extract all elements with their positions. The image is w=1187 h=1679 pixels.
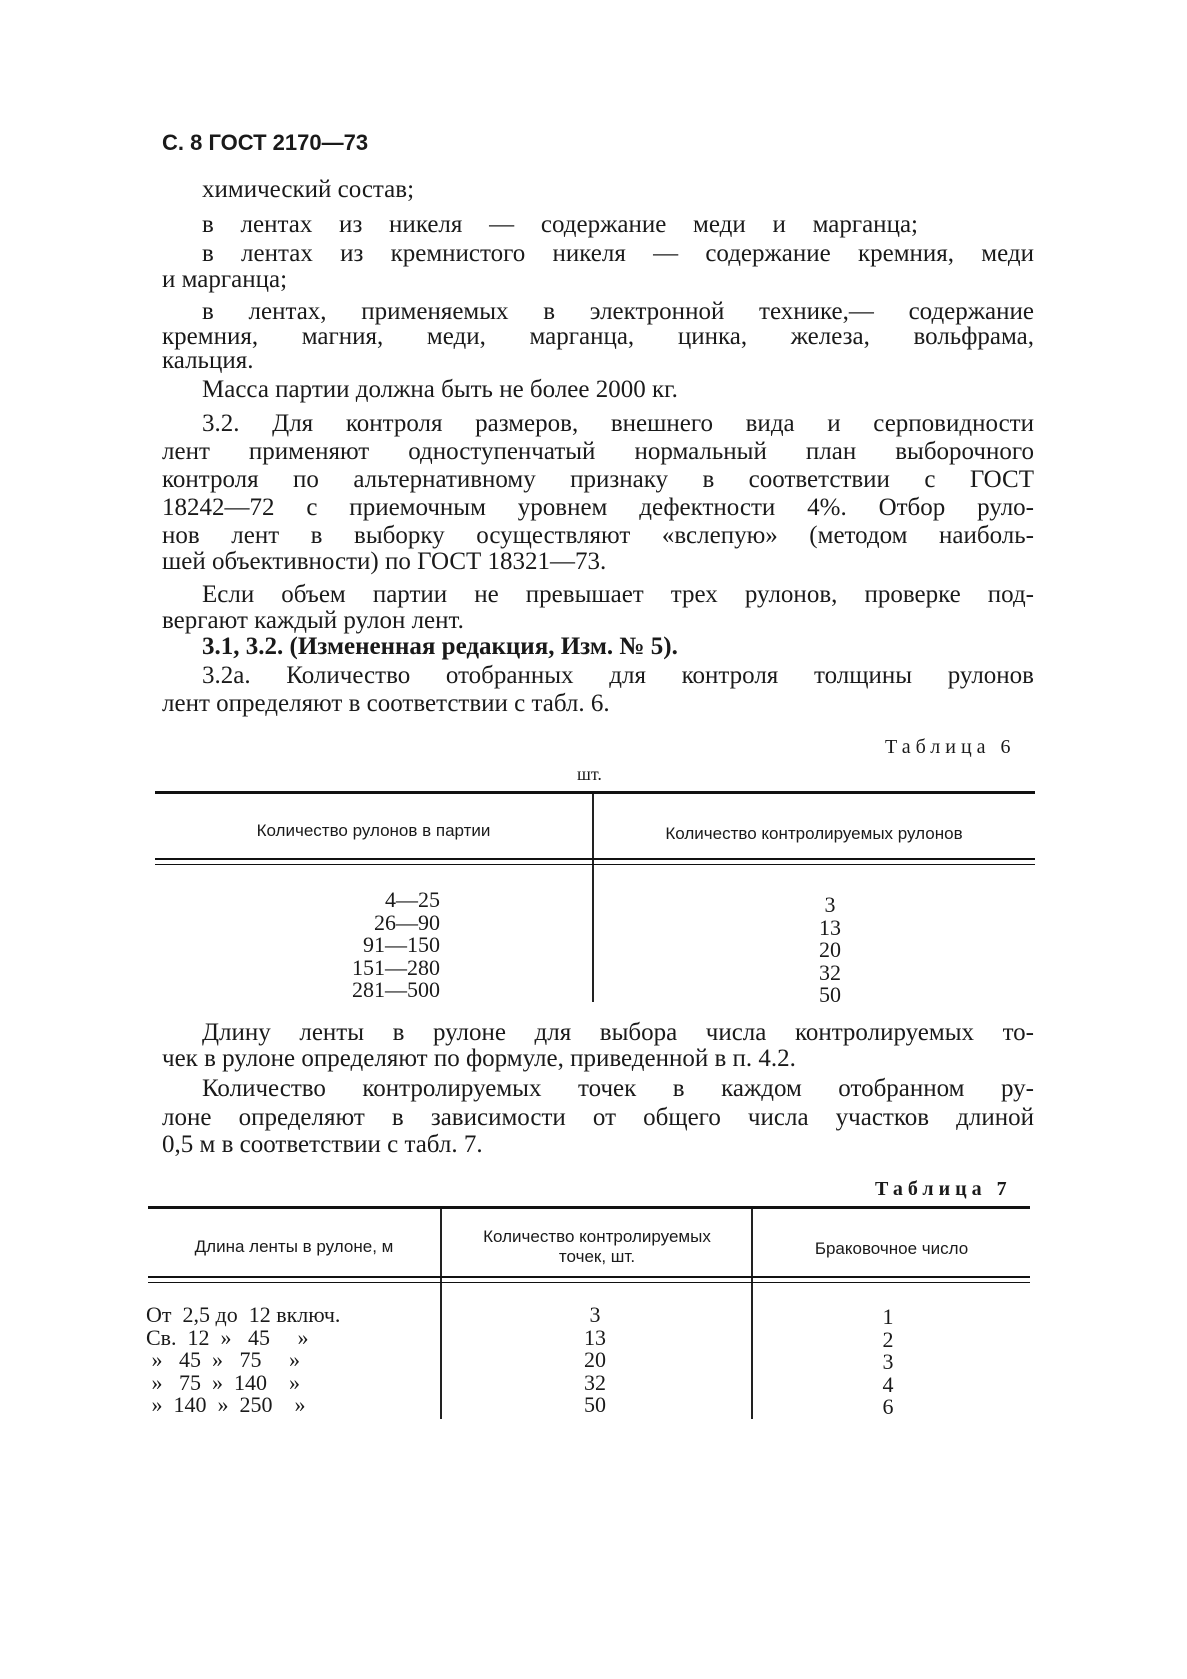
table6-col2: 3 13 20 32 50 xyxy=(819,892,841,1007)
text-line: кальция. xyxy=(162,347,254,374)
text-line: лоне определяют в зависимости от общего числа участков длиной xyxy=(162,1104,1034,1131)
table-rule xyxy=(155,791,1035,794)
table7-label: Таблица 7 xyxy=(875,1178,1012,1200)
text-line: химический состав; xyxy=(202,176,415,203)
table7-header-1: Длина ленты в рулоне, м xyxy=(194,1237,394,1256)
table7-col2: 3 13 20 32 50 xyxy=(584,1302,606,1417)
text-line: чек в рулоне определяют по формуле, приведенной в п. 4.2. xyxy=(162,1045,796,1072)
text-line: Количество контролируемых точек в каждом отобранном ру- xyxy=(202,1075,1034,1102)
table-rule xyxy=(155,858,1035,860)
text-line: контроля по альтернативному признаку в соответствии с ГОСТ xyxy=(162,466,1034,493)
text-line: Если объем партии не превышает трех рулонов, проверке под- xyxy=(202,581,1034,608)
text-line: Длину ленты в рулоне для выбора числа контролируемых то- xyxy=(202,1019,1034,1046)
text-line: в лентах из кремнистого никеля — содержание кремния, меди xyxy=(202,240,1034,267)
table-rule xyxy=(148,1206,1030,1209)
text-line: шей объективности) по ГОСТ 18321—73. xyxy=(162,548,607,575)
table6-col1: 4—25 26—90 91—150 151—280 281—500 xyxy=(352,887,440,1002)
table-rule xyxy=(148,1282,1030,1283)
table7-header-2: Количество контролируемых точек, шт. xyxy=(483,1227,711,1266)
text-line: кремния, магния, меди, марганца, цинка, железа, вольфрама, xyxy=(162,323,1034,350)
text-line: 0,5 м в соответствии с табл. 7. xyxy=(162,1131,483,1158)
table6-header-1: Количество рулонов в партии xyxy=(256,821,491,840)
table7-col3: 1 2 3 4 6 xyxy=(882,1304,894,1419)
text-line: в лентах из никеля — содержание меди и марганца; xyxy=(202,211,918,238)
text-line: лент определяют в соответствии с табл. 6. xyxy=(162,690,610,717)
text-line: нов лент в выборку осуществляют «вслепую» (методом наиболь- xyxy=(162,522,1034,549)
text-line: 3.2. Для контроля размеров, внешнего вида и серповидности xyxy=(202,410,1034,437)
table6-unit: шт. xyxy=(577,764,602,784)
table6-header-2: Количество контролируемых рулонов xyxy=(665,824,963,843)
text-line: и марганца; xyxy=(162,266,288,293)
table6-label: Таблица 6 xyxy=(885,736,1016,758)
table-rule xyxy=(155,864,1035,865)
text-line: в лентах, применяемых в электронной технике,— содержание xyxy=(202,298,1034,325)
table-rule xyxy=(148,1276,1030,1278)
text-line: 18242—72 с приемочным уровнем дефектности 4%. Отбор руло- xyxy=(162,494,1034,521)
text-line: лент применяют одноступенчатый нормальный план выборочного xyxy=(162,438,1034,465)
table7-header-3: Браковочное число xyxy=(814,1239,969,1258)
table7-col1: От 2,5 до 12 включ. Св. 12 » 45 » » 45 » 75 » » 75 » 140 » » 140 » 250 » xyxy=(146,1302,341,1417)
text-line: Масса партии должна быть не более 2000 кг. xyxy=(202,376,678,403)
page-header: С. 8 ГОСТ 2170—73 xyxy=(162,130,369,155)
text-line: 3.1, 3.2. (Измененная редакция, Изм. № 5). xyxy=(202,633,678,660)
text-line: вергают каждый рулон лент. xyxy=(162,607,464,634)
text-line: 3.2а. Количество отобранных для контроля толщины рулонов xyxy=(202,662,1034,689)
